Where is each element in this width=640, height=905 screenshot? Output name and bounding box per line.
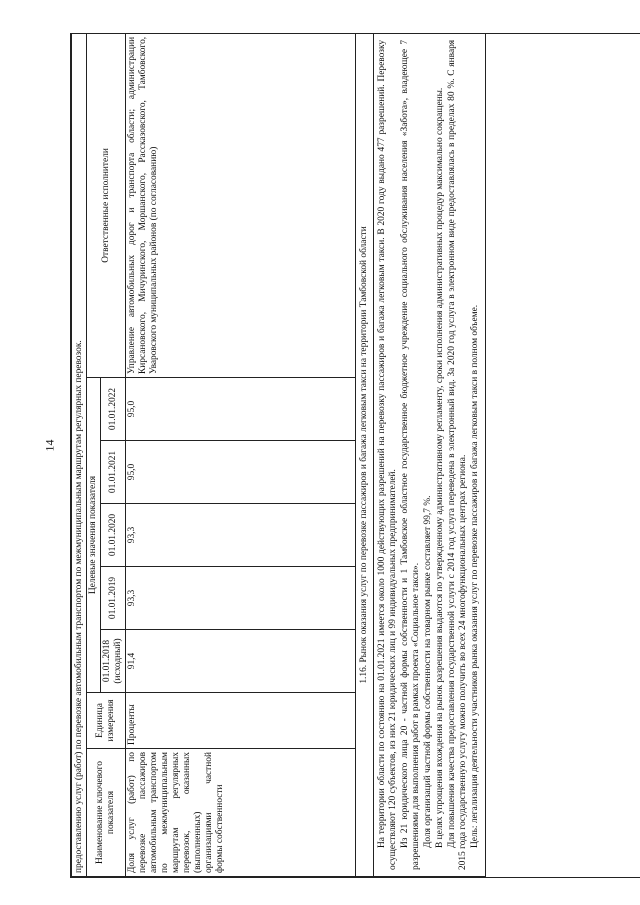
table-title: предоставлению услуг (работ) по перевозке автомобильным транспортом по межмуниципальным маршрутам регулярных перевозок.	[72, 33, 87, 876]
header-date-2022: 01.01.2022	[101, 378, 126, 441]
header-indicator: Наименование ключевого показателя	[87, 749, 126, 877]
paragraph: Для повышения качества предоставления государственной услуги с 2014 год услуга переведена в электронный вид. За 2020 год услуга в электронном виде предоставлялась в пределах 80 %. С января 2015 года государственную услугу можно получить во всех 24 многофункциональных центрах региона.	[447, 39, 468, 870]
table-row	[126, 33, 356, 876]
page-number-wrap	[40, 435, 60, 455]
header-date-2019: 01.01.2019	[101, 567, 126, 630]
cell-value-2020: 93,3	[126, 504, 356, 567]
header-targets: Целевые значения показателя	[87, 378, 101, 693]
section-title-row	[356, 33, 374, 876]
table-header-row	[87, 33, 101, 876]
cell-unit: Проценты	[126, 693, 356, 749]
section-body	[374, 33, 486, 876]
cell-responsible: Управление автомобильных дорог и транспорта области; администрации Кирсановского, Мичуринского, Моршанского, Рассказовского, Тамбовского, Уваровского муниципальных районов (по согласованию)	[126, 33, 356, 377]
table-title-row	[72, 33, 87, 876]
header-date-2018: 01.01.2018 (исходный)	[101, 630, 126, 693]
indicator-table	[71, 33, 486, 877]
cell-value-2021: 95,0	[126, 441, 356, 504]
rotated-page	[70, 33, 640, 878]
header-unit: Единица измерения	[87, 693, 126, 749]
section-body-row	[374, 33, 486, 876]
header-date-2020: 01.01.2020	[101, 504, 126, 567]
header-responsible: Ответственные исполнители	[87, 33, 126, 377]
paragraph: Цель: легализация деятельности участников рынка оказания услуг по перевозке пассажиров и багажа легковым такси в полном объеме.	[470, 304, 480, 848]
document-sheet	[70, 33, 640, 878]
header-date-2021: 01.01.2021	[101, 441, 126, 504]
paragraph: Из 21 юридического лица 20 - частной формы собственности и 1 Тамбовское областное государственное бюджетное учреждение социального обслуживания населения «Забота», владеющее 7 разрешениями для выполнения работ в рамках проекта «Социальное такси».	[400, 39, 421, 870]
page-number: 14	[42, 439, 57, 451]
cell-value-2018: 91,4	[126, 630, 356, 693]
section-title: 1.16. Рынок оказания услуг по перевозке пассажиров и багажа легковым такси на территории Тамбовской области	[356, 33, 374, 876]
paragraph: На территории области по состоянию на 01.01.2021 имеется около 1000 действующих разрешений на перевозку пассажиров и багажа легковым такси. В 2020 году выдано 477 разрешений. Перевозку осуществляют 120 субъектов, из них 21 юридических лиц и 99 индивидуальных предпринимателей.	[377, 39, 398, 870]
cell-value-2019: 93,3	[126, 567, 356, 630]
cell-indicator: Доля услуг (работ) по перевозке пассажиров автомобильным транспортом по межмуниципальным маршрутам регулярных перевозок, оказанных (выполненных) организациями частной формы собственности	[126, 749, 356, 877]
cell-value-2022: 95,0	[126, 378, 356, 441]
paragraph: В целях упрощения вхождения на рынок разрешения выдаются по утвержденному административному регламенту, сроки исполнения административных процедур максимально сокращены.	[435, 87, 445, 848]
paragraph: Доля организаций частной формы собственности на товарном рынке составляет 99,7 %.	[423, 495, 433, 848]
